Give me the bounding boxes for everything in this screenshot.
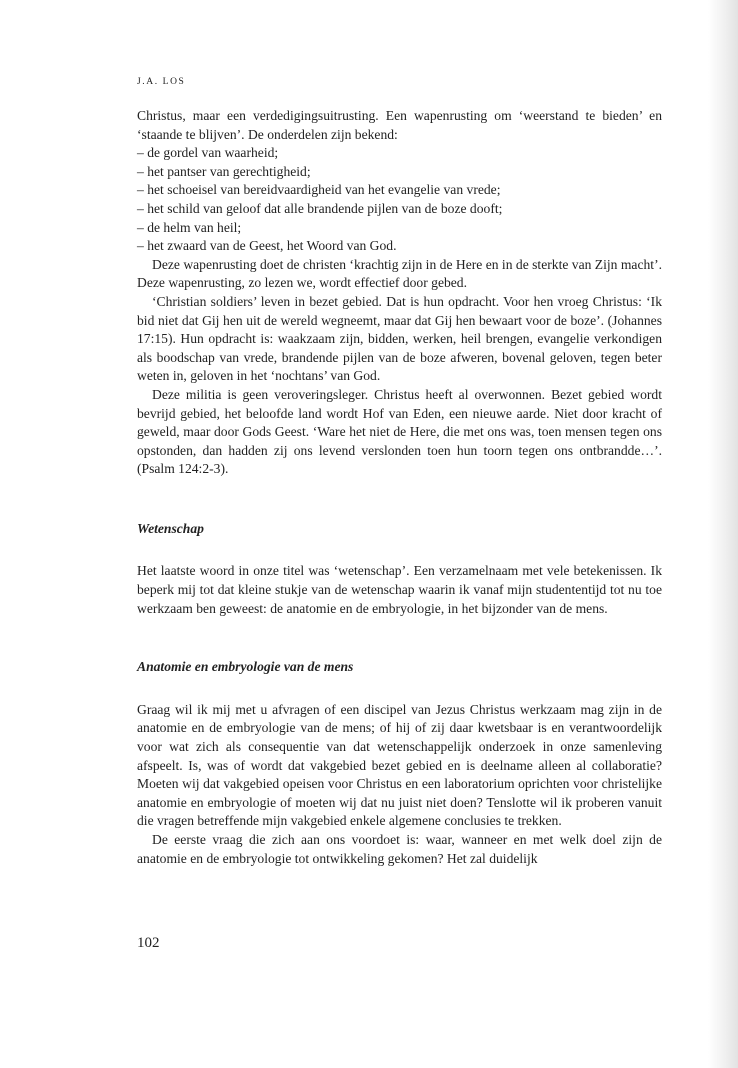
list-item: – het pantser van gerechtigheid; bbox=[137, 163, 311, 179]
page-edge-shadow bbox=[708, 0, 738, 1068]
list-item: – de gordel van waarheid; bbox=[137, 145, 279, 161]
paragraph: De eerste vraag die zich aan ons voordoet is: waar, wanneer en met welk doel zijn de anatomie en de embryologie tot ontwikkeling gekomen? Het zal duidelijk bbox=[137, 832, 662, 866]
list-item: – het zwaard van de Geest, het Woord van God. bbox=[137, 238, 397, 254]
paragraph: ‘Christian soldiers’ leven in bezet gebied. Dat is hun opdracht. Voor hen vroeg Christus: ‘Ik bid niet dat Gij hen uit de wereld wegneemt, maar dat Gij hen bewaart voor de boze’. (Johannes 17:15). Hun opdracht is: waakzaam zijn, bidden, werken, heil brengen, evangelie verkondigen als boodschap van vrede, brandende pijlen van de boze afweren, bovenal geloven, tegen beter weten in, geloven in het ‘nochtans’ van God. bbox=[137, 293, 662, 384]
section-heading-anatomie: Anatomie en embryologie van de mens bbox=[137, 659, 354, 675]
paragraph: Het laatste woord in onze titel was ‘wetenschap’. Een verzamelnaam met vele betekenissen. Ik beperk mij tot dat kleine stukje van de wetenschap waarin ik vanaf mijn studententijd tot nu toe werkzaam ben geweest: de anatomie en de embryologie, in het bijzonder van de mens. bbox=[137, 563, 662, 616]
paragraph-intro: Christus, maar een verdedigingsuitrusting. Een wapenrusting om ‘weerstand te bieden’ en ‘staande te blijven’. De onderdelen zijn bekend: bbox=[137, 108, 662, 142]
list-item: – het schild van geloof dat alle brandende pijlen van de boze dooft; bbox=[137, 200, 503, 216]
page-body bbox=[137, 107, 662, 868]
running-head: J.A. LOS bbox=[137, 77, 186, 87]
armor-list bbox=[137, 144, 662, 256]
paragraph: Graag wil ik mij met u afvragen of een discipel van Jezus Christus werkzaam mag zijn in de anatomie en de embryologie van de mens; of hij of zij daar kwetsbaar is en verantwoordelijk voor wat zich als consequentie van dat wetenschappelijk onderzoek in onze samenleving afspeelt. Is, was of wordt dat vakgebied bezet gebied en is deelname alleen al collaboratie? Moeten wij dat vakgebied opeisen voor Christus en een laboratorium oprichten voor christelijke anatomie en embryologie of moeten wij dat nu juist niet doen? Tenslotte wil ik proberen vanuit die vragen betreffende mijn vakgebied enkele algemene conclusies te trekken. bbox=[137, 701, 662, 829]
list-item: – het schoeisel van bereidvaardigheid van het evangelie van vrede; bbox=[137, 182, 501, 198]
list-item: – de helm van heil; bbox=[137, 219, 242, 235]
paragraph: Deze militia is geen veroveringsleger. Christus heeft al overwonnen. Bezet gebied wordt bevrijd gebied, het beloofde land wordt Hof van Eden, een nieuwe aarde. Niet door kracht of geweld, maar door Gods Geest. ‘Ware het niet de Here, die met ons was, toen mensen tegen ons opstonden, dan hadden zij ons levend verslonden toen hun toorn tegen ons ontbrandde…’. (Psalm 124:2-3). bbox=[137, 386, 662, 477]
page-number: 102 bbox=[137, 935, 160, 951]
paragraph: Deze wapenrusting doet de christen ‘krachtig zijn in de Here en in de sterkte van Zijn macht’. Deze wapenrusting, zo lezen we, wordt effectief door gebed. bbox=[137, 256, 662, 291]
section-heading-wetenschap: Wetenschap bbox=[137, 520, 204, 536]
